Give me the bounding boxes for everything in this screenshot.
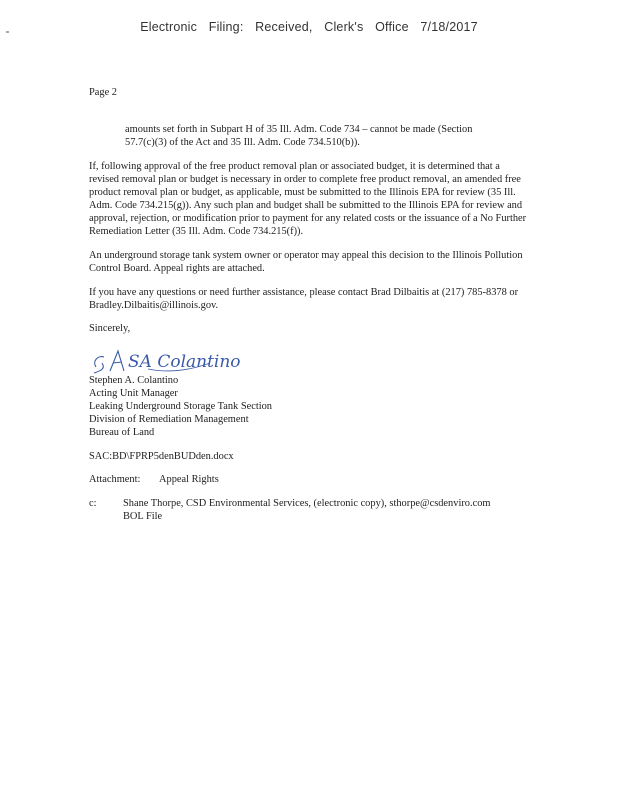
- signature-text: SA Colantino: [128, 352, 241, 372]
- cc-line-1: Shane Thorpe, CSD Environmental Services, (electronic copy), sthorpe@csdenviro.com: [123, 498, 491, 509]
- paragraph-2-line-2: revised removal plan or budget is necessary in order to complete free product removal, an amended free: [89, 174, 521, 185]
- attachment-value: Appeal Rights: [159, 474, 219, 485]
- cc-label: c:: [89, 498, 97, 509]
- signer-division: Division of Remediation Management: [89, 414, 249, 425]
- paragraph-1-line-2: 57.7(c)(3) of the Act and 35 Ill. Adm. Code 734.510(b)).: [125, 137, 360, 148]
- paragraph-4-line-2: Bradley.Dilbaitis@illinois.gov.: [89, 300, 219, 311]
- paragraph-3-line-2: Control Board. Appeal rights are attached.: [89, 263, 265, 274]
- attachment-label: Attachment:: [89, 474, 141, 485]
- paragraph-1-line-1: amounts set forth in Subpart H of 35 Ill. Adm. Code 734 – cannot be made (Section: [125, 124, 473, 135]
- paragraph-4-line-1: If you have any questions or need further assistance, please contact Brad Dilbaitis at (217) 785-8378 or: [89, 287, 519, 298]
- paragraph-3-line-1: An underground storage tank system owner or operator may appeal this decision to the Illinois Pollution: [89, 250, 523, 261]
- cc-line-2: BOL File: [123, 511, 163, 522]
- paragraph-2-line-5: approval, rejection, or modification prior to payment for any related costs or the issuance of a No Further: [89, 213, 527, 224]
- electronic-filing-header: Electronic Filing: Received, Clerk's Office 7/18/2017: [140, 20, 478, 34]
- page-number: Page 2: [89, 87, 117, 98]
- signer-title: Acting Unit Manager: [89, 388, 178, 399]
- signer-bureau: Bureau of Land: [89, 427, 155, 438]
- paragraph-2-line-1: If, following approval of the free product removal plan or associated budget, it is determined that a: [89, 161, 500, 172]
- paragraph-2-line-6: Remediation Letter (35 Ill. Adm. Code 734.215(f)).: [89, 226, 304, 237]
- paragraph-2-line-4: Adm. Code 734.215(g)). Any such plan and budget shall be submitted to the Illinois EPA for review and: [89, 200, 523, 211]
- signer-section: Leaking Underground Storage Tank Section: [89, 401, 272, 412]
- closing-salutation: Sincerely,: [89, 323, 131, 334]
- paragraph-2-line-3: product removal plan or budget, as applicable, must be submitted to the Illinois EPA for review (35 Ill.: [89, 187, 516, 198]
- handwritten-signature: [88, 343, 241, 377]
- signer-name: Stephen A. Colantino: [89, 375, 179, 386]
- document-reference: SAC:BD\FPRP5denBUDden.docx: [89, 451, 234, 462]
